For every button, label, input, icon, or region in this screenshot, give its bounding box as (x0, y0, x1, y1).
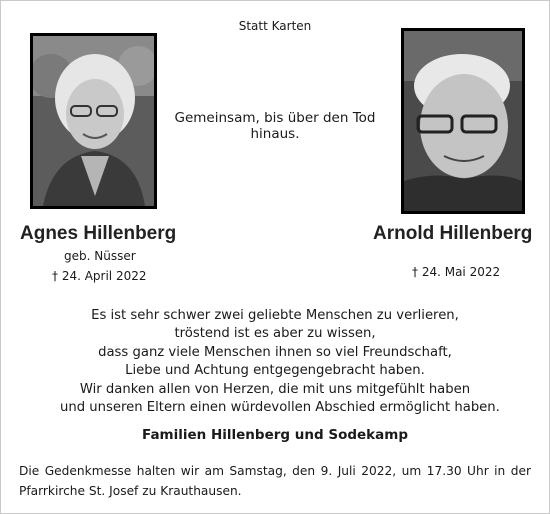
condolence-text (60, 307, 500, 417)
name-agnes: Agnes Hillenberg (20, 223, 177, 244)
maiden-name: geb. Nüsser (64, 249, 136, 263)
text-line: und unseren Eltern einen würdevollen Abschied ermöglicht haben. (60, 400, 500, 416)
text-line: Wir danken allen von Herzen, die mit uns mitgefühlt haben (79, 381, 471, 397)
header-text: Statt Karten (238, 19, 312, 33)
memorial-mass-notice: Die Gedenkmesse halten wir am Samstag, den 9. Juli 2022, um 17.30 Uhr in der Pfarrkirche St. Josef zu Krauthausen. (19, 464, 531, 498)
name-arnold: Arnold Hillenberg (373, 223, 533, 244)
portrait-man-image (404, 31, 522, 211)
text-line: tröstend ist es aber zu wissen, (174, 326, 376, 342)
text-line: dass ganz viele Menschen ihnen so viel Freundschaft, (98, 344, 452, 360)
death-date-arnold: † 24. Mai 2022 (412, 265, 501, 279)
motto: Gemeinsam, bis über den Tod hinaus. (174, 110, 376, 142)
text-line: Es ist sehr schwer zwei geliebte Menschen zu verlieren, (91, 308, 459, 323)
portrait-woman-image (33, 36, 154, 206)
photo-agnes (30, 33, 157, 209)
death-date-agnes: † 24. April 2022 (52, 269, 147, 283)
photo-arnold (401, 28, 525, 214)
families-signature: Familien Hillenberg und Sodekamp (142, 427, 408, 443)
text-line: Liebe und Achtung entgegengebracht haben. (125, 363, 425, 379)
